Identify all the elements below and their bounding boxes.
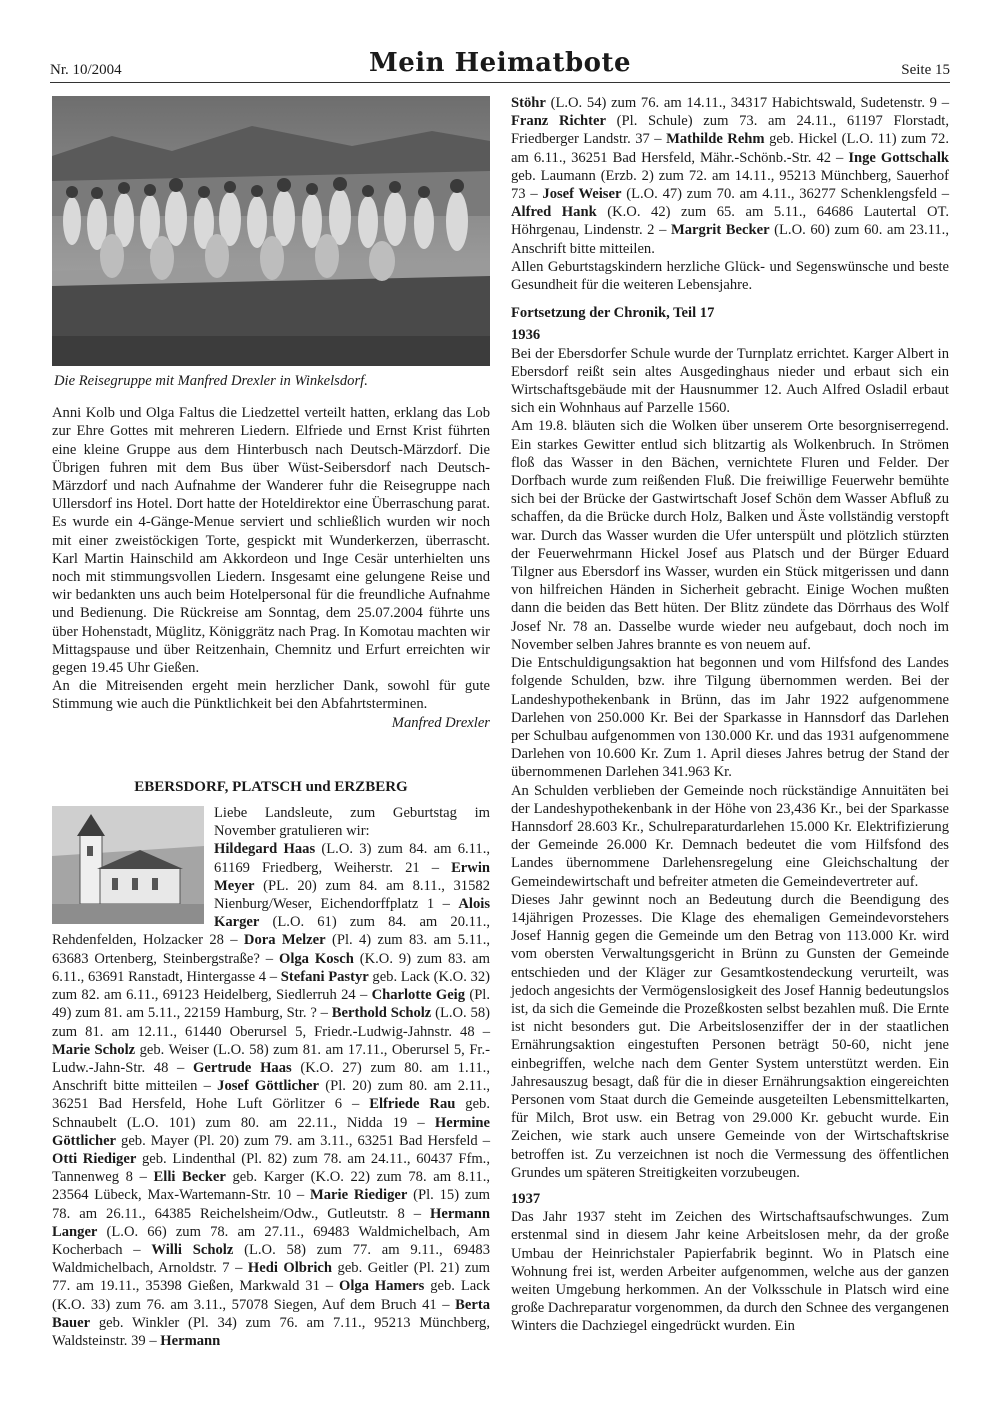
birthday-name: Willi Scholz <box>151 1241 234 1258</box>
birthday-details: geb. Lack (K.O. 32) zum 82. am 6.11., 69123 Heidelberg, Siedlerruh 24 – <box>52 968 490 1004</box>
birthday-details: geb. Mayer (Pl. 20) zum 79. am 3.11., 63251 Bad Hersfeld – <box>116 1132 490 1149</box>
birthday-details: (L.O. 58) zum 81. am 12.11., 61440 Oberursel 5, Friedr.-Ludwig-Jahnstr. 48 – <box>52 1005 490 1040</box>
birthday-name: Alfred Hank <box>511 204 597 221</box>
birthday-name: Berthold Scholz <box>331 1005 432 1022</box>
church-photo <box>52 806 204 924</box>
page-header <box>50 48 950 83</box>
birthday-details: geb. Lindenthal (Pl. 82) zum 78. am 24.11., 60437 Ffm., Tannenweg 8 – <box>52 1150 490 1186</box>
chronicle-title: Fortsetzung der Chronik, Teil 17 <box>511 305 715 322</box>
group-photo <box>52 96 490 366</box>
chronicle-paragraph: An Schulden verblieben der Gemeinde noch rückständige Annuitäten bei der Landeshypothekenbank in der Höhe von 23,436 Kr., bei der Sparkasse Hannsdorf 28.603 Kr., Schulreparaturdarlehen 15.000 Kr. Elektrifizierung der Gemeinde 26.000 Kr. Demnach bedeutet die vom Hilfsfond des Landes übernommene Darlehensregelung eine Gleichschaltung der Gemeindewirtschaft und befreiter atmeten die Gemeindevertreter auf. <box>511 782 949 890</box>
birthday-details: (Pl. 15) zum 78. am 26.11., 64385 Reichelsheim/Odw., Gutleutstr. 8 – <box>52 1187 490 1222</box>
birthday-details: (K.O. 42) zum 65. am 5.11., 64686 Lautertal OT. Höhrgenau, Lindenstr. 2 – <box>511 204 950 239</box>
travel-report-text: Anni Kolb und Olga Faltus die Liedzettel verteilt hatten, erklang das Lob zur Ehre Gottes mit mehreren Liedern. Elfriede und Ernst Krist führten eine kleine Gruppe aus dem Hinterbusch nach Deutsch-Märzdorf. Die Übrigen fuhren mit dem Bus über Wüst-Seibersdorf nach Deutsch-Märzdorf und nach Aufnahme der Wanderer fuhr die Reisegruppe nach Ullersdorf ins Hotel. Dort hatte der Hoteldirektor eine Überraschung parat. Es wurde ein 4-Gänge-Menue serviert und schließlich wurden wir noch mit einer zweistöckigen Torte, gespickt mit Wunderkerzen, überrascht. Karl Martin Hainschild am Akkordeon und Inge Cesär unterhielten uns noch mit stimmungsvollen Liedern. Insgesamt eine gelungene Reise und wir bedankten uns auch beim Hotelpersonal für die freundliche Aufnahme und Bedienung. Die Rückreise am Sonntag, dem 25.07.2004 führte uns über Hohenstadt, Müglitz, Königgrätz nach Prag. In Komotau machten wir Mittagspause und über Reitzenhain, Chemnitz und Erfurt erreichten wir gegen 19.45 Uhr Gießen. <box>52 405 490 677</box>
photo-caption: Die Reisegruppe mit Manfred Drexler in Winkelsdorf. <box>54 373 368 389</box>
birthday-name: Gertrude Haas <box>193 1059 292 1076</box>
birthday-details: geb. Karger (K.O. 22) zum 78. am 8.11., 23564 Lübeck, Max-Wartemann-Str. 10 – <box>52 1169 490 1204</box>
year-heading-1937: 1937 <box>511 1190 541 1207</box>
birthday-details: (L.O. 54) zum 76. am 14.11., 34317 Habichtswald, Sudetenstr. 9 – <box>545 95 949 111</box>
church-image <box>52 806 204 924</box>
birthday-name: Dora Melzer <box>243 932 326 949</box>
masthead-title: Mein Heimatbote <box>368 48 632 78</box>
birthday-name: Hedi Olbrich <box>247 1260 333 1277</box>
birthday-details: geb. Geitler (Pl. 21) zum 77. am 19.11., 35398 Gießen, Markwald 31 – <box>52 1260 490 1295</box>
birthday-details: geb. Laumann (Erzb. 2) zum 72. am 14.11., 95213 Münchberg, Sauerhof 73 – <box>511 167 949 203</box>
birthday-name: Erwin Meyer <box>214 859 490 894</box>
birthday-details: (L.O. 60) zum 60. am 23.11., Anschrift bitte mitteilen. <box>511 222 949 257</box>
birthday-details: (Pl. 20) zum 80. am 2.11., 36251 Bad Hersfeld, Hohe Luft Görlitzer 6 – <box>52 1078 490 1113</box>
birthday-details: (Pl. Schule) zum 73. am 24.11., 61197 Florstadt, Friedberger Landstr. 37 – <box>511 113 950 148</box>
birthday-name: Josef Göttlicher <box>217 1078 320 1095</box>
chronicle-paragraph: Das Jahr 1937 steht im Zeichen des Wirtschaftsaufschwunges. Zum erstenmal sind in diesem Jahr keine Arbeitslosen mehr, da der große Umbau der Heinrichstaler Papierfabrik beginnt. Wo in Platsch eine Wohnung frei ist, werden Arbeiter aufgenommen, welche aus der ganzen weiten Umgebung herkommen. An der Volksschule in Platsch wird eine große Dachreparatur vorgenommen, da durch den Schnee des vergangenen Winters die Dachziegel eingedrückt wurden. Ein <box>511 1209 949 1335</box>
birthday-details: geb. Hickel (L.O. 11) zum 72. am 6.11., 36251 Bad Hersfeld, Mähr.-Schönb.-Str. 42 – <box>511 131 949 166</box>
issue-number: Nr. 10/2004 <box>50 62 122 78</box>
chronicle-paragraph: Am 19.8. bläuten sich die Wolken über unserem Orte besorgniserregend. Ein starkes Gewitter entlud sich blitzartig als Wolkenbruch. In Strömen floß das Wasser in den Bächen, vernichtete Fluren und Felder. Der Dorfbach wurde zum reißenden Fluß. Die freiwillige Feuerwehr bemühte sich bei der Brücke der Gastwirtschaft Josef Schön dem Wasser Abfluß zu schaffen, da die Brücke durch Holz, Balken und Äste vollständig verstopft war. Durch das Wasser wurden die Ufer unterspült und plötzlich stürzten der Feuerwehrmann Hickel Josef aus Platsch und der Bürger Eduard Tilgner aus Ebersdorf ins Wasser, wurden ein Stück mitgerissen und dann von hilfreichen Händen in Sicherheit gebracht. Einige Wochen mußten dann die beiden das Bett hüten. Der Blitz zündete das Dörrhaus des Wolf Josef Nr. 78 an. Dasselbe wurde wieder neu aufgebaut, doch noch im November selben Jahres brannte es von neuem auf. <box>511 418 949 653</box>
birthday-details: geb. Schnaubelt (L.O. 101) zum 80. am 22.11., Nidda 19 – <box>52 1096 490 1131</box>
birthday-name: Inge Gottschalk <box>848 149 949 166</box>
author-signature: Manfred Drexler <box>391 714 490 731</box>
birthday-details: (L.O. 58) zum 77. am 9.11., 69483 Waldmichelbach, Arnoldstr. 7 – <box>52 1241 490 1277</box>
birthday-name: Charlotte Geig <box>371 987 466 1004</box>
thanks-text: An die Mitreisenden ergeht mein herzlicher Dank, sowohl für gute Stimmung wie auch die Pünktlichkeit bei den Abfahrtsterminen. <box>52 678 490 713</box>
birthday-details: geb. Lack (K.O. 33) zum 76. am 3.11., 57078 Siegen, Auf dem Bruch 41 – <box>52 1278 491 1313</box>
left-column <box>52 96 490 1350</box>
birthday-details: (L.O. 3) zum 84. am 6.11., 61169 Friedberg, Weiherstr. 21 – <box>214 841 490 876</box>
birthday-name: Elli Becker <box>153 1169 226 1186</box>
birthday-name: Otti Riediger <box>52 1150 137 1167</box>
birthday-name: Mathilde Rehm <box>666 131 765 148</box>
birthday-details: geb. Winkler (Pl. 34) zum 76. am 7.11., 95213 Münchberg, Waldsteinstr. 39 – <box>52 1314 490 1349</box>
birthday-name: Hermann <box>160 1332 221 1349</box>
birthday-details: (K.O. 9) zum 83. am 6.11., 63691 Ranstadt, Hintergasse 4 – <box>52 950 490 985</box>
year-heading-1936: 1936 <box>511 327 541 344</box>
group-photo-image <box>52 96 490 366</box>
birthday-name: Olga Kosch <box>278 950 354 967</box>
right-column <box>511 94 949 1336</box>
birthday-details: (L.O. 61) zum 84. am 20.11., Rehdenfelden, Holzacker 28 – <box>52 914 490 949</box>
chronicle-paragraph: Bei der Ebersdorfer Schule wurde der Turnplatz errichtet. Karger Albert in Ebersdorf reißt sein altes Ausgedinghaus nieder und erbaut sich ein Wirtschaftsgebäude mit der Hausnummer 12. Auch Alfred Osladil erbaut sich ein Wohnhaus auf Parzelle 1560. <box>511 345 949 417</box>
birthday-details: (K.O. 27) zum 80. am 1.11., Anschrift bitte mitteilen – <box>52 1059 490 1095</box>
birthday-details: geb. Weiser (L.O. 58) zum 81. am 17.11., Oberursel 5, Fr.-Ludw.-Jahn-Str. 48 – <box>52 1041 490 1076</box>
birthday-name: Alois Karger <box>214 896 490 931</box>
chronicle-paragraph: Dieses Jahr gewinnt noch an Bedeutung durch die Beendigung des 14jährigen Prozesses. Die Klage des ehemaligen Gemeindevorstehers Josef Hannig gegen die Gemeinde um den Betrag von 113.000 Kr. wird vom obersten Verwaltungsgericht in Brünn zu Gunsten der Gemeinde entschieden und der Kläger zur Gesamtkostendeckung verurteilt, was jedoch angesichts der Vermögenslosigkeit des Josef Hannig bedeutungslos ist, da sich die Gemeinde die Prozeßkosten selbst bezahlen muß. Die Ernte ist nicht besonders gut. Die Arbeitslosenziffer der in der staatlichen Ernährungsaktion eingestuften Personen beträgt 50-60, nicht jene einbegriffen, welche nach dem Genter System unterstützt werden. Ein Jahresauszug besagt, daß für die in dieser Ernährungsaktion eingereichten Personen vom Staat durch die Gemeinde ausgeteilten Lebensmittelkarten, für Milch, Brot usw. ein Betrag von 29.000 Kr. gebucht wurde. Ein Zeichen, wie stark auch unsere Gemeinde von der Wirtschaftskrise betroffen ist. Zu verzeichnen ist noch die Vermessung des öffentlichen Grundes um späteren Streitigkeiten vorzubeugen. <box>511 891 949 1181</box>
page-number: Seite 15 <box>901 62 950 78</box>
birthday-name: Marie Riediger <box>309 1187 408 1204</box>
birthday-intro: Liebe Landsleute, zum Geburtstag im November gratulieren wir: <box>214 805 490 840</box>
birthday-name: Berta Bauer <box>52 1296 490 1331</box>
birthday-name: Marie Scholz <box>52 1041 136 1058</box>
birthday-name: Hildegard Haas <box>214 841 316 858</box>
birthday-name: Elfriede Rau <box>369 1096 456 1113</box>
birthday-details: (L.O. 66) zum 78. am 27.11., 69483 Waldmichelbach, Am Kocherbach – <box>52 1223 490 1258</box>
birthday-details: (Pl. 49) zum 81. am 5.11., 22159 Hamburg, Str. ? – <box>52 987 491 1022</box>
birthday-name: Olga Hamers <box>338 1278 425 1295</box>
birthday-name: Stefani Pastyr <box>280 968 369 985</box>
birthday-list-right <box>511 94 949 258</box>
chronicle-paragraph: Die Entschuldigungsaktion hat begonnen und vom Hilfsfond des Landes folgende Schulden, bzw. ihre Tilgung übernommen werden. Bei der Landeshypothekenbank in Brünn, das im Jahr 1922 aufgenommene Darlehen von 250.000 Kr. Bei der Sparkasse in Hannsdorf das Darlehen per Schulbau aufgenommen von 130.000 Kr. und das 1931 aufgenommene Darlehen von 10.600 Kr. Zum 1. April dieses Jahres betrug der Stand der übernommenen Darlehen 341.963 Kr. <box>511 655 949 781</box>
birthday-wishes: Allen Geburtstagskindern herzliche Glück- und Segenswünsche und beste Gesundheit für die weiteren Lebensjahre. <box>511 258 949 294</box>
birthday-name: Hermann Langer <box>52 1205 490 1240</box>
birthday-name: Margrit Becker <box>670 222 770 239</box>
section-title: EBERSDORF, PLATSCH und ERZBERG <box>134 778 408 795</box>
birthday-details: (Pl. 4) zum 83. am 5.11., 63683 Ortenberg, Steinbergstraße? – <box>52 932 491 967</box>
birthday-name: Franz Richter <box>511 113 606 130</box>
birthday-name: Stöhr <box>511 95 546 111</box>
birthday-name: Hermine Göttlicher <box>52 1114 490 1149</box>
birthday-details: (L.O. 47) zum 70. am 4.11., 36277 Schenklengsfeld – <box>621 186 949 203</box>
birthday-details: (PL. 20) zum 84. am 8.11., 31582 Nienburg/Weser, Eichendorffplatz 1 – <box>214 877 490 913</box>
birthday-name: Josef Weiser <box>542 186 622 203</box>
